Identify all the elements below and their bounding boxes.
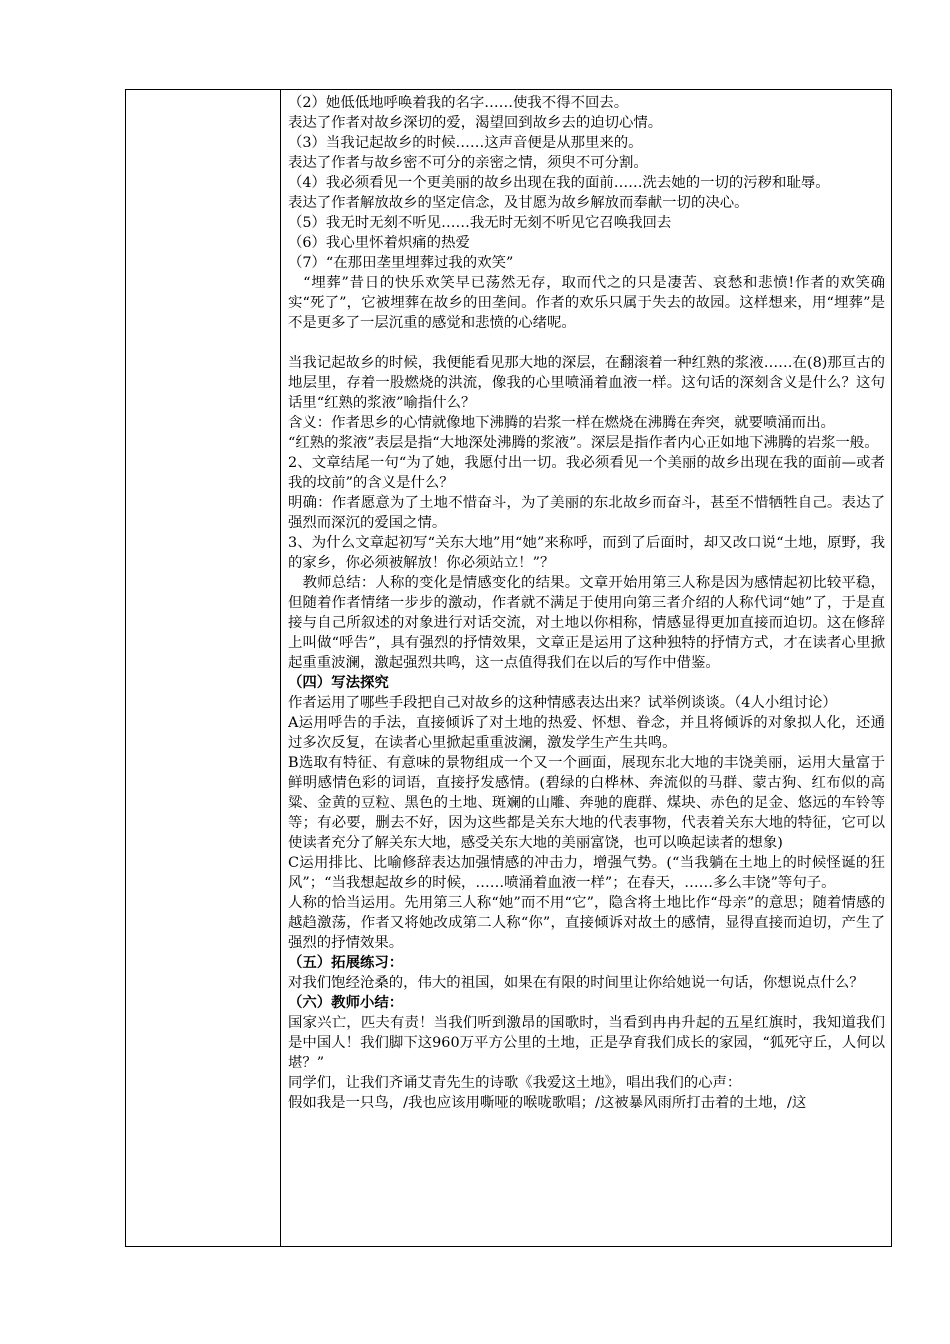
paragraph: 教师总结：人称的变化是情感变化的结果。文章开始用第三人称是因为感情起初比较平稳，但随着作者情绪一步步的激动，作者就不满足于使用向第三者介绍的人称代词“她”了，于是直接与自己所叙述的对象进行对话交流，对土地以你相称，情感显得更加直接而迫切。这在修辞上叫做“呼告”，具有强烈的抒情效果，文章正是运用了这种独特的抒情方式，才在读者心里掀起重重波澜，激起强烈共鸣，这一点值得我们在以后的写作中借鉴。 xyxy=(288,575,885,671)
paragraph: 明确：作者愿意为了土地不惜奋斗，为了美丽的东北故乡而奋斗，甚至不惜牺牲自己。表达了强烈而深沉的爱国之情。 xyxy=(288,495,885,531)
paragraph: A运用呼告的手法，直接倾诉了对土地的热爱、怀想、眷念，并且将倾诉的对象拟人化，还通过多次反复，在读者心里掀起重重波澜，激发学生产生共鸣。 xyxy=(288,715,885,751)
paragraph: “红熟的浆液”表层是指“大地深处沸腾的浆液”。深层是指作者内心正如地下沸腾的岩浆一般。 xyxy=(288,435,879,451)
paragraph: 对我们饱经沧桑的，伟大的祖国，如果在有限的时间里让你给她说一句话，你想说点什么？ xyxy=(288,975,864,991)
paragraph: （4）我必须看见一个更美丽的故乡出现在我的面前……洗去她的一切的污秽和耻辱。 xyxy=(288,175,830,191)
paragraph: 国家兴亡，匹夫有责！当我们听到激昂的国歌时，当看到冉冉升起的五星红旗时，我知道我们是中国人！我们脚下这960万平方公里的土地，正是孕育我们成长的家园，“狐死守丘，人何以堪？” xyxy=(288,1015,885,1071)
paragraph: 当我记起故乡的时候，我便能看见那大地的深层，在翻滚着一种红熟的浆液……在(8)那亘古的地层里，存着一股燃烧的洪流，像我的心里喷涌着血液一样。这句话的深刻含义是什么？这句话里“红熟的浆液”喻指什么？ xyxy=(288,355,885,411)
lesson-table xyxy=(125,89,892,1247)
table-left-column xyxy=(126,90,281,1246)
section-heading: （六）教师小结： xyxy=(288,994,404,1011)
paragraph: 人称的恰当运用。先用第三人称“她”而不用“它”，隐含将土地比作“母亲”的意思；随着情感的越趋激荡，作者又将她改成第二人称“你”，直接倾诉对故土的感情，显得直接而迫切，产生了强烈的抒情效果。 xyxy=(288,895,885,951)
paragraph: 表达了作者对故乡深切的爱，渴望回到故乡去的迫切心情。 xyxy=(288,115,663,131)
paragraph: （6）我心里怀着炽痛的热爱 xyxy=(288,235,470,251)
paragraph: （7）“在那田垄里埋葬过我的欢笑” xyxy=(288,255,514,271)
paragraph: 3、为什么文章起初写“关东大地”用“她”来称呼，而到了后面时，却又改口说“土地，原野，我的家乡，你必须被解放！你必须站立！”？ xyxy=(288,535,885,571)
section-heading: （五）拓展练习： xyxy=(288,954,404,971)
paragraph: C运用排比、比喻修辞表达加强情感的冲击力，增强气势。(“当我躺在土地上的时候怪诞的狂风”；“当我想起故乡的时候，……喷涌着血液一样”；在春天，……多么丰饶”等句子。 xyxy=(288,855,885,891)
paragraph: 2、文章结尾一句“为了她，我愿付出一切。我必须看见一个美丽的故乡出现在我的面前—或者我的坟前”的含义是什么？ xyxy=(288,455,885,491)
table-content-cell xyxy=(288,93,885,1245)
paragraph: 假如我是一只鸟，/我也应该用嘶哑的喉咙歌唱；/这被暴风雨所打击着的土地，/这 xyxy=(288,1095,807,1111)
section-heading: （四）写法探究 xyxy=(288,674,389,691)
paragraph: B选取有特征、有意味的景物组成一个又一个画面，展现东北大地的丰饶美丽，运用大量富于鲜明感情色彩的词语，直接抒发感情。(碧绿的白桦林、奔流似的马群、蒙古狗、红布似的高粱、金黄的豆粒、黑色的土地、斑斓的山雕、奔驰的鹿群、煤块、赤色的足金、悠远的车铃等等；有必要，删去不好，因为这些都是关东大地的代表事物，代表着关东大地的特征，它可以使读者充分了解关东大地，感受关东大地的美丽富饶，也可以唤起读者的想象) xyxy=(288,755,885,851)
paragraph: 表达了作者解放故乡的坚定信念，及甘愿为故乡解放而奉献一切的决心。 xyxy=(288,195,749,211)
paragraph: （5）我无时无刻不听见……我无时无刻不听见它召唤我回去 xyxy=(288,215,672,231)
paragraph: “埋葬”昔日的快乐欢笑早已荡然无存，取而代之的只是凄苦、哀愁和悲愤!作者的欢笑确实“死了”，它被埋葬在故乡的田垄间。作者的欢乐只属于失去的故园。这样想来，用“埋葬”是不是更多了一层沉重的感觉和悲愤的心绪呢。 xyxy=(288,275,885,331)
paragraph: 含义：作者思乡的心情就像地下沸腾的岩浆一样在燃烧在沸腾在奔突，就要喷涌而出。 xyxy=(288,415,835,431)
blank-line xyxy=(288,333,885,353)
paragraph: 同学们，让我们齐诵艾青先生的诗歌《我爱这土地》，唱出我们的心声： xyxy=(288,1075,742,1091)
paragraph: （3）当我记起故乡的时候……这声音便是从那里来的。 xyxy=(288,135,643,151)
paragraph: 表达了作者与故乡密不可分的亲密之情，须臾不可分割。 xyxy=(288,155,648,171)
paragraph: 作者运用了哪些手段把自己对故乡的这种情感表达出来？试举例谈谈。（4人小组讨论） xyxy=(288,695,837,711)
paragraph: （2）她低低地呼唤着我的名字……使我不得不回去。 xyxy=(288,95,629,111)
